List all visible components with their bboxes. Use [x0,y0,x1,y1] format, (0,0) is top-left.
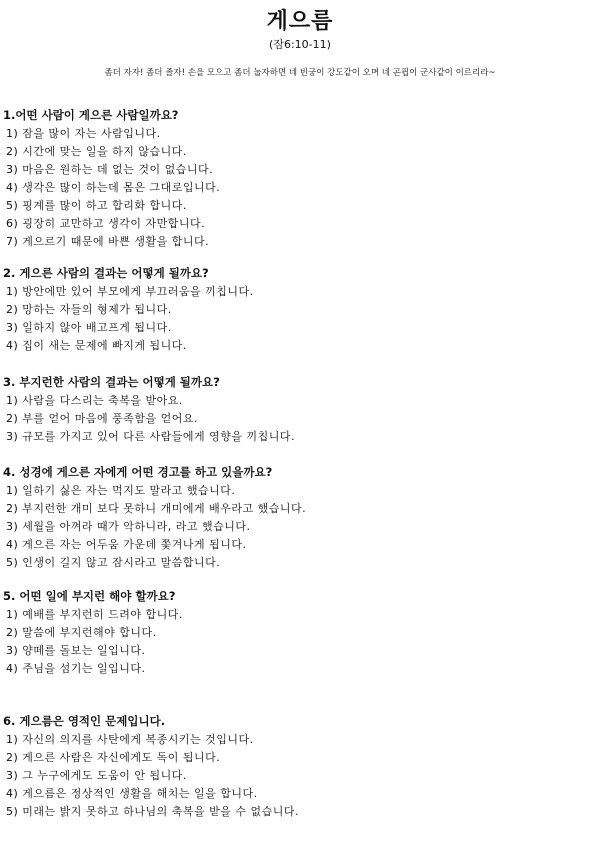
list-item: 3) 그 누구에게도 도움이 안 됩니다. [6,769,187,782]
list-item: 2) 망하는 자들의 형제가 됩니다. [6,303,172,316]
list-item: 3) 양떼를 돌보는 일입니다. [6,644,146,657]
list-item: 7) 게으르기 때문에 바쁜 생활을 합니다. [6,235,210,248]
list-item: 6) 굉장히 교만하고 생각이 자만합니다. [6,217,206,230]
list-item: 4) 게으름은 정상적인 생활을 해치는 일을 합니다. [6,787,258,800]
list-item: 5) 핑계를 많이 하고 합리화 합니다. [6,199,187,212]
scripture-verse: 좀더 자자! 좀더 졸자! 손을 모으고 좀더 눕자하면 네 빈궁이 강도같이 오며 네 곤핍이 군사같이 이르리라~ [104,68,496,78]
list-item: 4) 게으른 자는 어두움 가운데 쫓겨나게 됩니다. [6,538,247,551]
list-item: 4) 생각은 많이 하는데 몸은 그대로입니다. [6,181,221,194]
list-item: 2) 부지런한 개미 보다 못하니 개미에게 배우라고 했습니다. [6,502,307,515]
section-heading: 4. 성경에 게으른 자에게 어떤 경고를 하고 있을까요? [3,465,273,479]
list-item: 3) 일하지 않아 배고프게 됩니다. [6,321,172,334]
list-item: 4) 집이 새는 문제에 빠지게 됩니다. [6,339,187,352]
list-item: 1) 일하기 싫은 자는 먹지도 말라고 했습니다. [6,484,236,497]
list-item: 5) 미래는 밝지 못하고 하나님의 축복을 받을 수 없습니다. [6,805,300,818]
scripture-reference: (잠6:10-11) [269,38,331,51]
section-5 [3,586,597,678]
section-4 [3,462,597,572]
list-item: 3) 세월을 아껴라 때가 악하니라, 라고 했습니다. [6,520,251,533]
section-6 [3,711,597,821]
list-item: 2) 시간에 맞는 일을 하지 않습니다. [6,145,187,158]
list-item: 2) 게으른 사람은 자신에게도 독이 됩니다. [6,751,221,764]
section-1 [3,105,597,251]
list-item: 2) 말씀에 부지런해야 합니다. [6,626,157,639]
list-item: 3) 마음은 원하는 데 없는 것이 없습니다. [6,163,214,176]
section-heading: 5. 어떤 일에 부지런 해야 할까요? [3,589,176,603]
page-title: 게으름 [266,9,334,34]
list-item: 5) 인생이 길지 않고 잠시라고 말씀합니다. [6,556,221,569]
list-item: 2) 부를 얻어 마음에 풍족함을 얻어요. [6,412,199,425]
list-item: 1) 자신의 의지를 사탄에게 복종시키는 것입니다. [6,733,254,746]
section-heading: 1.어떤 사람이 게으른 사람일까요? [3,108,179,122]
section-heading: 2. 게으른 사람의 결과는 어떻게 될까요? [3,266,209,280]
list-item: 1) 사람을 다스리는 축복을 받아요. [6,394,183,407]
list-item: 3) 규모를 가지고 있어 다른 사람들에게 영향을 끼칩니다. [6,430,296,443]
list-item: 1) 예배를 부지런히 드려야 합니다. [6,608,183,621]
section-heading: 3. 부지런한 사람의 결과는 어떻게 될까요? [3,375,220,389]
section-3 [3,372,597,446]
list-item: 1) 방안에만 있어 부모에게 부끄러움을 끼칩니다. [6,285,254,298]
list-item: 1) 잠을 많이 자는 사람입니다. [6,127,161,140]
section-2 [3,263,597,355]
section-heading: 6. 게으름은 영적인 문제입니다. [3,714,166,728]
list-item: 4) 주님을 섬기는 일입니다. [6,662,146,675]
